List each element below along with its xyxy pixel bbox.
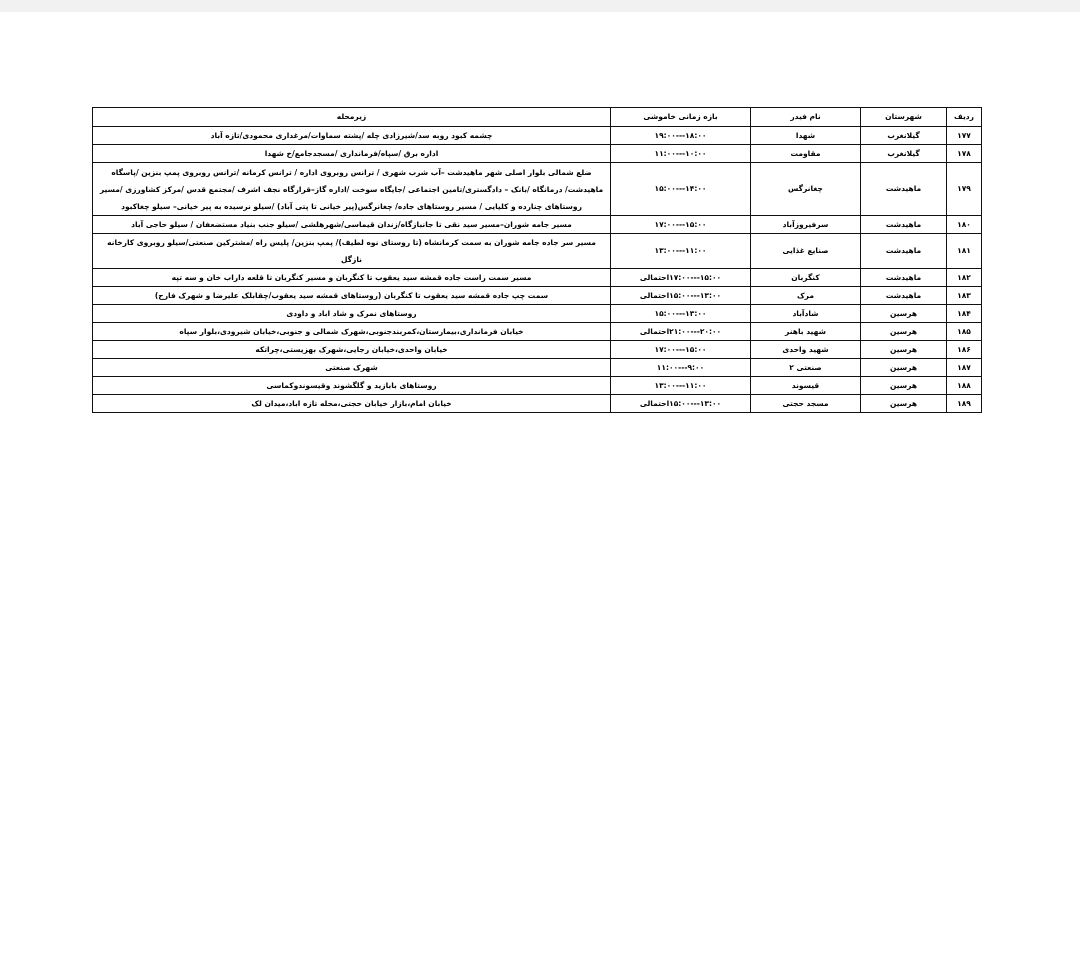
cell-feeder: شهدا [751,127,861,145]
cell-feeder: شهید باهنر [751,323,861,341]
cell-time: ۱۱:۰۰---۱۳:۰۰ [611,377,751,395]
cell-time: ۱۵:۰۰---۱۷:۰۰ [611,216,751,234]
cell-feeder: مسجد حجتی [751,395,861,413]
table-row [93,341,982,359]
header-row-number: ردیف [947,108,982,127]
cell-row-number: ۱۸۸ [947,377,982,395]
cell-row-number: ۱۸۱ [947,234,982,269]
cell-area: روستاهای بابازید و گلگشوند وقیسوندوکماسی [93,377,611,395]
table-row [93,287,982,305]
cell-feeder: مرک [751,287,861,305]
cell-row-number: ۱۷۸ [947,145,982,163]
table-row [93,127,982,145]
table-row [93,269,982,287]
table-row [93,305,982,323]
cell-time: ۱۸:۰۰---۱۹:۰۰ [611,127,751,145]
header-row [93,108,982,127]
cell-feeder: صنعتی ۲ [751,359,861,377]
cell-time: ۲۰:۰۰---۲۱:۰۰احتمالی [611,323,751,341]
cell-row-number: ۱۸۹ [947,395,982,413]
cell-row-number: ۱۸۳ [947,287,982,305]
cell-row-number: ۱۸۲ [947,269,982,287]
cell-area: خیابان امام،بازار خیابان حجتی،محله تازه اباد،میدان لک [93,395,611,413]
cell-area: سمت چپ جاده قمشه سید یعقوب تا کنگربان (روستاهای قمشه سید یعقوب/چقابلک علیرضا و شهرک فارح) [93,287,611,305]
cell-row-number: ۱۸۷ [947,359,982,377]
cell-city: گیلانغرب [861,127,947,145]
cell-area: مسیر سر جاده جامه شوران به سمت کرمانشاه (تا روستای نوه لطیف)/ پمپ بنزین/ پلیس راه /مشترکین صنعتی/سیلو روبروی کارخانه نازگل [93,234,611,269]
cell-city: گیلانغرب [861,145,947,163]
cell-feeder: شادآباد [751,305,861,323]
table-row [93,395,982,413]
cell-city: هرسین [861,377,947,395]
table-row [93,163,982,216]
cell-feeder: کنگربان [751,269,861,287]
header-city: شهرستان [861,108,947,127]
header-time: بازه زمانی خاموشی [611,108,751,127]
cell-feeder: صنایع غذایی [751,234,861,269]
header-feeder: نام فیدر [751,108,861,127]
cell-row-number: ۱۷۹ [947,163,982,216]
cell-row-number: ۱۸۶ [947,341,982,359]
cell-area: مسیر جامه شوران–مسیر سید نقی تا جانبازگاه/زندان قیماسی/شهرهلشی /سیلو جنب بنیاد مستضعفان / سیلو حاجی آباد [93,216,611,234]
cell-time: ۱۰:۰۰---۱۱:۰۰ [611,145,751,163]
cell-city: هرسین [861,395,947,413]
cell-feeder: چغانرگس [751,163,861,216]
cell-city: ماهیدشت [861,163,947,216]
cell-time: ۱۳:۰۰---۱۵:۰۰ [611,305,751,323]
cell-area: خیابان واحدی،خیابان رجایی،شهرک بهزیستی،چراتکه [93,341,611,359]
cell-city: هرسین [861,359,947,377]
cell-city: ماهیدشت [861,269,947,287]
cell-feeder: قیسوند [751,377,861,395]
cell-city: ماهیدشت [861,234,947,269]
cell-area: روستاهای نمرک و شاد اباد و داودی [93,305,611,323]
table-row [93,216,982,234]
table-row [93,359,982,377]
cell-row-number: ۱۸۵ [947,323,982,341]
outage-schedule-table [92,107,982,413]
cell-area: شهرک صنعتی [93,359,611,377]
cell-row-number: ۱۷۷ [947,127,982,145]
cell-feeder: شهید واحدی [751,341,861,359]
cell-time: ۱۱:۰۰---۱۳:۰۰ [611,234,751,269]
cell-area: ضلع شمالی بلوار اصلی شهر ماهیدشت –آب شرب شهری / ترانس روبروی اداره / ترانس کرمانه /ترانس روبروی پمپ بنزین /پاسگاه ماهیدشت/ درمانگاه /بانک – دادگستری/تامین اجتماعی /جایگاه سوخت /اداره گاز–قرارگاه نجف اشرف /مجتمع قدس /مرکز کشاورزی /مسیر روستاهای چنارده و کلیایی / مسیر روستاهای جاده/ چغانرگس(پیر خیانی تا پتی آباد) /سیلو نرسیده به پیر خیانی– سیلو چغاکبود [93,163,611,216]
cell-city: هرسین [861,341,947,359]
cell-row-number: ۱۸۴ [947,305,982,323]
table-row [93,234,982,269]
cell-time: ۹:۰۰---۱۱:۰۰ [611,359,751,377]
table-row [93,377,982,395]
table-row [93,323,982,341]
cell-area: اداره برق /سپاه/فرمانداری /مسجدجامع/خ شهدا [93,145,611,163]
cell-time: ۱۵:۰۰---۱۷:۰۰ [611,341,751,359]
cell-row-number: ۱۸۰ [947,216,982,234]
cell-feeder: سرفیروزآباد [751,216,861,234]
outage-table-container [92,107,981,413]
cell-area: چشمه کبود روبه سد/شیرزادی چله /پشته سماوات/مرغداری محمودی/تازه آباد [93,127,611,145]
cell-time: ۱۵:۰۰---۱۷:۰۰احتمالی [611,269,751,287]
cell-time: ۱۳:۰۰---۱۵:۰۰احتمالی [611,287,751,305]
top-strip [0,0,1080,12]
cell-feeder: مقاومت [751,145,861,163]
cell-city: ماهیدشت [861,216,947,234]
cell-city: ماهیدشت [861,287,947,305]
cell-time: ۱۳:۰۰---۱۵:۰۰احتمالی [611,395,751,413]
table-row [93,145,982,163]
cell-area: خیابان فرمانداری،بیمارستان،کمربندجنوبی،شهرک شمالی و جنوبی،خیابان شیرودی،بلوار سپاه [93,323,611,341]
cell-city: هرسین [861,305,947,323]
header-area: زیرمحله [93,108,611,127]
cell-area: مسیر سمت راست جاده قمشه سید یعقوب تا کنگربان و مسیر کنگربان تا قلعه داراب خان و سه تپه [93,269,611,287]
cell-time: ۱۴:۰۰---۱۵:۰۰ [611,163,751,216]
cell-city: هرسین [861,323,947,341]
